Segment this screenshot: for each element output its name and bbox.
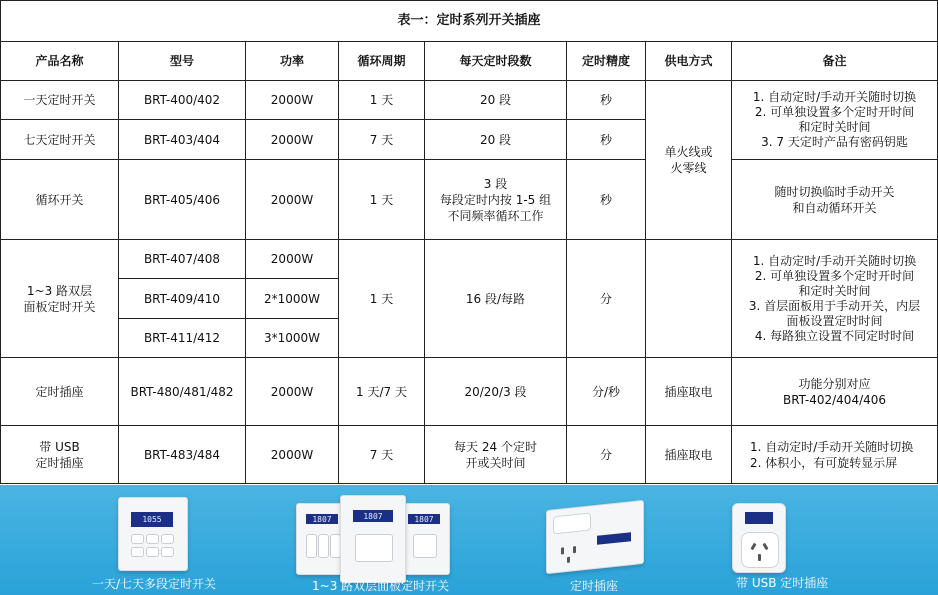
key [413,534,437,558]
usb-socket-image [728,503,788,573]
key [131,534,144,544]
cell-supply-empty [646,240,732,358]
cell-precision: 秒 [567,120,646,160]
cell-cycle: 7 天 [339,120,425,160]
cell-power: 2000W [246,426,339,484]
cell-model: BRT-480/481/482 [119,358,246,426]
cell-power: 2000W [246,240,339,279]
header-power: 功率 [246,42,339,81]
product-caption: 1~3 路双层面板定时开关 [312,579,450,593]
socket-hole [762,543,768,551]
note-line: 3. 7 天定时产品有密码钥匙 [761,135,908,149]
cell-power: 2000W [246,160,339,240]
note-line: 1. 自动定时/手动开关随时切换 [752,253,917,268]
lcd-display: 1807 [408,514,440,524]
cell-name: 循环开关 [1,160,119,240]
note-line: 和定时关时间 [798,283,871,298]
note-line: 2. 可单独设置多个定时开时间 [754,105,915,119]
note-line: 面板设置定时时间 [786,313,883,328]
note-line: 1. 自动定时/手动开关随时切换 [752,90,917,104]
lcd-display [745,512,773,524]
cell-note-r4 [732,240,938,358]
timer-switch-image [118,497,188,571]
socket-hole [758,554,761,561]
header-precision: 定时精度 [567,42,646,81]
cell-segments: 16 段/每路 [425,240,567,358]
cell-segments: 20 段 [425,120,567,160]
header-supply: 供电方式 [646,42,732,81]
socket-hole [561,547,564,554]
table-header-row [1,42,938,81]
cell-precision: 秒 [567,81,646,120]
cell-power: 2000W [246,81,339,120]
product-banner [0,485,938,595]
cell-model: BRT-411/412 [119,319,246,358]
cell-model: BRT-405/406 [119,160,246,240]
cell-precision: 秒 [567,160,646,240]
cell-segments: 3 段 每段定时内按 1-5 组 不同频率循环工作 [425,160,567,240]
cell-precision: 分 [567,240,646,358]
note-line: 4. 每路独立设置不同定时时间 [754,328,915,343]
lcd-display: 1807 [306,514,338,524]
socket-lid [553,512,591,534]
cell-model: BRT-409/410 [119,279,246,319]
key [318,534,329,558]
key [161,534,174,544]
cell-supply: 插座取电 [646,358,732,426]
switch-panel [118,497,188,571]
cell-cycle: 1 天 [339,240,425,358]
table-title: 表一：定时系列开关插座 [1,1,938,42]
cell-power: 3*1000W [246,319,339,358]
cell-note-r1r2 [732,81,938,160]
cell-model: BRT-400/402 [119,81,246,120]
cell-name: 1~3 路双层 面板定时开关 [1,240,119,358]
cell-name: 定时插座 [1,358,119,426]
cell-power: 2000W [246,358,339,426]
cell-cycle: 1 天/7 天 [339,358,425,426]
cell-supply-shared: 单火线或 火零线 [646,81,732,240]
cell-model: BRT-403/404 [119,120,246,160]
note-line: 和定时关时间 [798,120,871,134]
cell-model: BRT-407/408 [119,240,246,279]
key [306,534,317,558]
cell-segments: 20/20/3 段 [425,358,567,426]
cell-segments: 20 段 [425,81,567,120]
cell-supply: 插座取电 [646,426,732,484]
timer-socket-image [546,497,646,577]
socket-body [732,503,786,573]
cell-cycle: 1 天 [339,81,425,120]
cell-precision: 分/秒 [567,358,646,426]
key [131,547,144,557]
cell-note: 功能分别对应 BRT-402/404/406 [732,358,938,426]
lcd-display: 1807 [353,510,393,522]
cell-cycle: 1 天 [339,160,425,240]
cell-name: 七天定时开关 [1,120,119,160]
key [161,547,174,557]
table-row [1,160,938,240]
header-product-name: 产品名称 [1,42,119,81]
cell-model: BRT-483/484 [119,426,246,484]
product-caption: 一天/七天多段定时开关 [92,577,217,591]
table-row [1,358,938,426]
cell-note: 1. 自动定时/手动开关随时切换 2. 体积小，有可旋转显示屏 [732,426,938,484]
note-line: 3. 首层面板用于手动开关，内层 [748,298,921,313]
product-caption: 带 USB 定时插座 [736,576,829,590]
switch-panel [340,495,406,583]
cell-cycle: 7 天 [339,426,425,484]
cell-name: 带 USB 定时插座 [1,426,119,484]
header-segments: 每天定时段数 [425,42,567,81]
socket-hole [573,546,576,553]
note-list [749,254,920,344]
cell-power: 2*1000W [246,279,339,319]
cell-segments: 每天 24 个定时 开或关时间 [425,426,567,484]
key [355,534,393,562]
key [146,534,159,544]
panel-switch-image [296,495,448,581]
product-caption: 定时插座 [570,579,619,593]
lcd-display: 1055 [131,512,173,527]
socket-hole [567,557,570,563]
note-line: 2. 可单独设置多个定时开时间 [754,268,915,283]
table-row [1,81,938,120]
cell-precision: 分 [567,426,646,484]
socket-hole [750,543,756,551]
table-row [1,426,938,484]
table-row [1,240,938,279]
key [146,547,159,557]
cell-note: 随时切换临时手动开关 和自动循环开关 [732,160,938,240]
cell-name: 一天定时开关 [1,81,119,120]
header-notes: 备注 [732,42,938,81]
lcd-display [597,532,631,545]
note-list [753,90,916,150]
header-model: 型号 [119,42,246,81]
cell-power: 2000W [246,120,339,160]
socket-body [546,500,644,574]
header-cycle: 循环周期 [339,42,425,81]
socket-face [741,532,779,568]
